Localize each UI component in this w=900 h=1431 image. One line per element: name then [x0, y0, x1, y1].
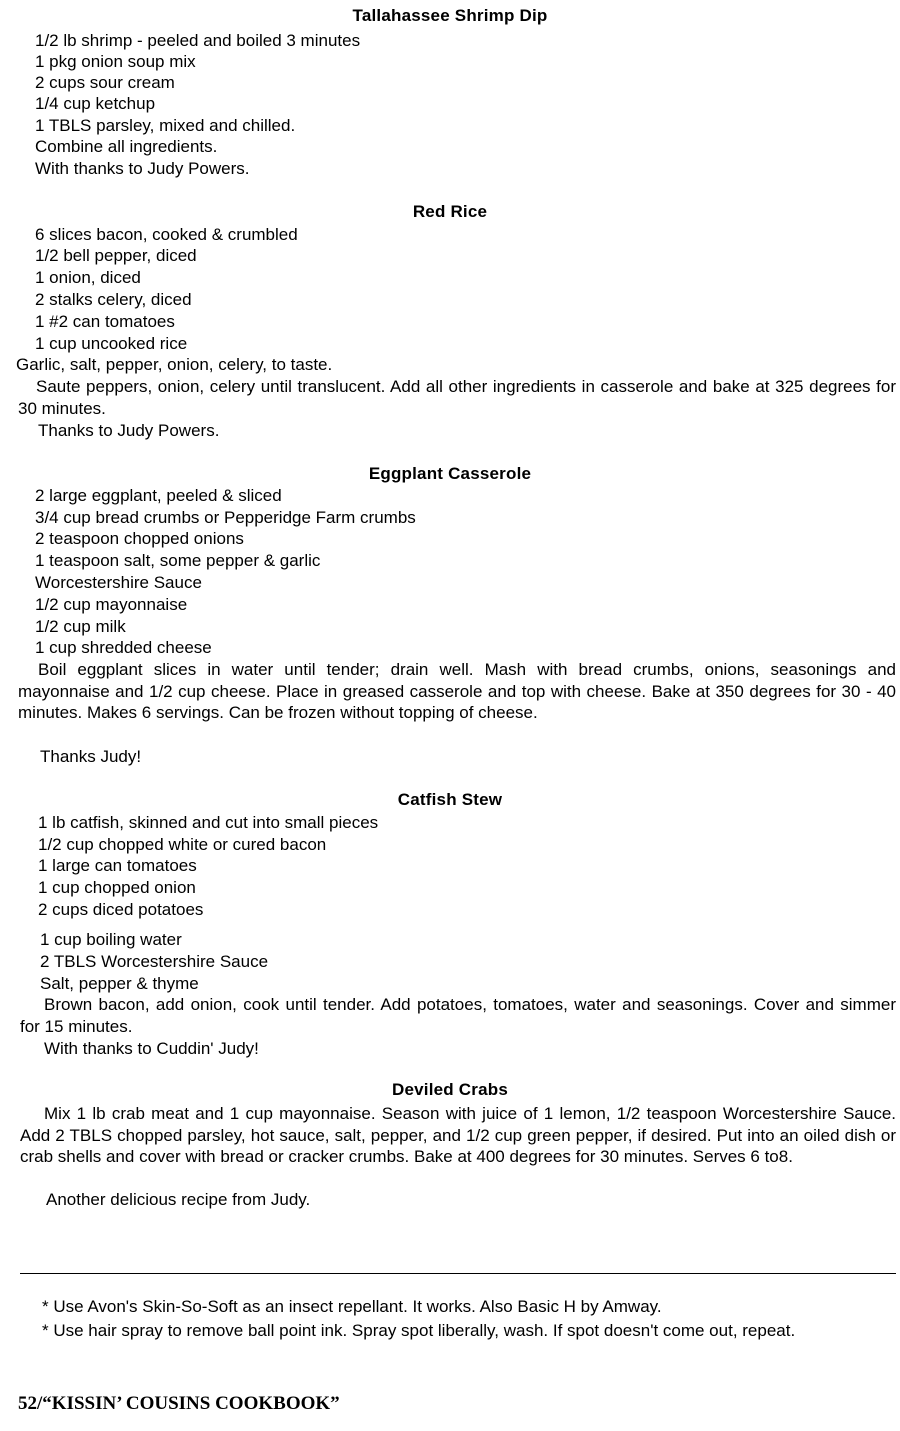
instruction-line: Combine all ingredients.	[35, 137, 218, 156]
ingredient-line: 1/2 cup milk	[35, 617, 126, 636]
ingredient-line: 1 lb catfish, skinned and cut into small pieces	[38, 813, 379, 832]
recipe-directions: Mix 1 lb crab meat and 1 cup mayonnaise. Season with juice of 1 lemon, 1/2 teaspoon Worcestershire Sauce. Add 2 TBLS chopped parsley, hot sauce, salt, pepper, and 1/2 cup green pepper, if desired. Put into an oiled dish or crab shells and cover with bread or cracker crumbs. Bake at 400 degrees for 30 minutes. Serves 6 to8.	[20, 1104, 896, 1166]
ingredient-line: 1 TBLS parsley, mixed and chilled.	[35, 116, 296, 135]
ingredient-line: 3/4 cup bread crumbs or Pepperidge Farm crumbs	[35, 508, 416, 527]
ingredient-line: 1/2 lb shrimp - peeled and boiled 3 minutes	[35, 31, 361, 50]
recipe-directions: Saute peppers, onion, celery until translucent. Add all other ingredients in casserole and bake at 325 degrees for 30 minutes.	[18, 377, 896, 418]
recipe-directions: Boil eggplant slices in water until tender; drain well. Mash with bread crumbs, onions, seasonings and mayonnaise and 1/2 cup cheese. Place in greased casserole and top with cheese. Bake at 350 degrees for 30 - 40 minutes. Makes 6 servings. Can be frozen without topping of cheese.	[18, 660, 896, 722]
ingredient-line: 1 cup shredded cheese	[35, 638, 212, 657]
ingredient-line: 2 large eggplant, peeled & sliced	[35, 486, 282, 505]
ingredient-line: 1 #2 can tomatoes	[35, 312, 175, 331]
thanks-line: With thanks to Judy Powers.	[35, 159, 250, 178]
ingredient-line: 2 teaspoon chopped onions	[35, 529, 244, 548]
ingredient-line: Garlic, salt, pepper, onion, celery, to taste.	[16, 355, 333, 374]
ingredient-line: 2 cups diced potatoes	[38, 900, 204, 919]
thanks-line: With thanks to Cuddin' Judy!	[44, 1039, 259, 1058]
ingredient-line: 1/2 bell pepper, diced	[35, 246, 197, 265]
ingredient-line: 2 stalks celery, diced	[35, 290, 192, 309]
ingredient-line: 6 slices bacon, cooked & crumbled	[35, 225, 298, 244]
ingredient-line: 1/4 cup ketchup	[35, 94, 156, 113]
tip-line: * Use hair spray to remove ball point ink. Spray spot liberally, wash. If spot doesn't come out, repeat.	[42, 1321, 796, 1340]
ingredient-line: 1 cup chopped onion	[38, 878, 196, 897]
ingredient-line: 1 teaspoon salt, some pepper & garlic	[35, 551, 321, 570]
ingredient-line: 1 cup uncooked rice	[35, 334, 188, 353]
tip-line: * Use Avon's Skin-So-Soft as an insect repellant. It works. Also Basic H by Amway.	[42, 1297, 662, 1316]
recipe-title-catfish-stew: Catfish Stew	[397, 790, 503, 809]
thanks-line: Another delicious recipe from Judy.	[46, 1190, 311, 1209]
ingredient-line: 1 onion, diced	[35, 268, 141, 287]
ingredient-line: 2 TBLS Worcestershire Sauce	[40, 952, 269, 971]
thanks-line: Thanks Judy!	[40, 747, 142, 766]
ingredient-line: 1 pkg onion soup mix	[35, 52, 196, 71]
recipe-title-deviled-crabs: Deviled Crabs	[392, 1080, 508, 1099]
recipe-title-red-rice: Red Rice	[412, 202, 488, 221]
ingredient-line: 1 cup boiling water	[40, 930, 182, 949]
divider-rule	[20, 1273, 896, 1274]
recipe-title-eggplant-casserole: Eggplant Casserole	[368, 464, 532, 483]
recipe-title-shrimp-dip: Tallahassee Shrimp Dip	[352, 6, 548, 25]
page-footer: 52/“KISSIN’ COUSINS COOKBOOK”	[18, 1393, 340, 1414]
recipe-directions: Brown bacon, add onion, cook until tender. Add potatoes, tomatoes, water and seasonings. Cover and simmer for 15 minutes.	[20, 995, 896, 1036]
thanks-line: Thanks to Judy Powers.	[38, 421, 220, 440]
ingredient-line: 1 large can tomatoes	[38, 856, 197, 875]
ingredient-line: 1/2 cup chopped white or cured bacon	[38, 835, 327, 854]
ingredient-line: Salt, pepper & thyme	[40, 974, 199, 993]
ingredient-line: 1/2 cup mayonnaise	[35, 595, 188, 614]
ingredient-line: 2 cups sour cream	[35, 73, 175, 92]
ingredient-line: Worcestershire Sauce	[35, 573, 202, 592]
